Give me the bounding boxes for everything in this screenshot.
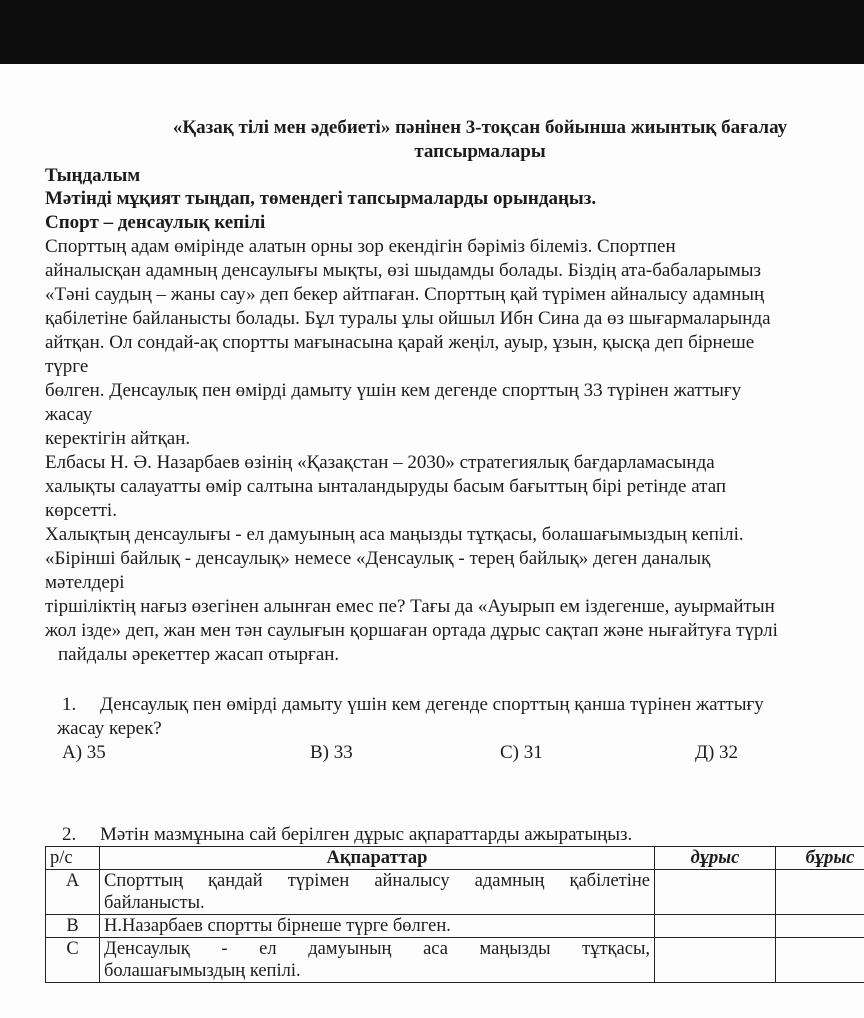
option-d[interactable]: Д) 32 <box>695 742 739 763</box>
text-line: түрге <box>45 356 89 377</box>
text-line: пайдалы әрекеттер жасап отырған. <box>58 644 340 665</box>
text-line: Спорттың адам өмірінде алатын орны зор екендігін бәріміз білеміз. Спортпен <box>45 236 676 257</box>
row-number: В <box>46 915 100 938</box>
title-line-2: тапсырмалары <box>414 141 546 162</box>
row-statement <box>100 870 655 915</box>
table-row <box>46 938 864 983</box>
text-line: тіршіліктің нағыз өзегінен алынған емес пе? Тағы да «Ауырып ем іздегенше, ауырмайтын <box>45 596 775 617</box>
instruction: Мәтінді мұқият тыңдап, төмендегі тапсырмаларды орындаңыз. <box>45 188 597 209</box>
row-statement-line: Спорттың қандай түрімен айналысу адамның қабілетіне <box>104 871 650 891</box>
row-statement-line: Денсаулық - ел дамуының аса маңызды тұтқасы, <box>104 939 650 959</box>
document-page <box>0 64 864 1018</box>
option-a[interactable]: А) 35 <box>62 742 106 763</box>
text-line: Елбасы Н. Ә. Назарбаев өзінің «Қазақстан – 2030» стратегиялық бағдарламасында <box>45 452 715 473</box>
table-row <box>46 870 864 915</box>
row-statement-line: болашағымыздың кепілі. <box>104 961 301 981</box>
text-line: керектігін айтқан. <box>45 428 191 449</box>
text-line: жол ізде» деп, жан мен тән саулығын қоршаған ортада дұрыс сақтап және нығайтуға түрлі <box>45 620 778 641</box>
text-line: Халықтың денсаулығы - ел дамуының аса маңызды тұтқасы, болашағымыздың кепілі. <box>45 524 744 545</box>
text-line: қабілетіне байланысты болады. Бұл туралы ұлы ойшыл Ибн Сина да өз шығармаларында <box>45 308 771 329</box>
row-statement <box>100 915 655 938</box>
row-statement-line: байланысты. <box>104 893 205 913</box>
table-row <box>46 915 864 938</box>
header-correct: дұрыс <box>655 847 776 870</box>
option-c[interactable]: С) 31 <box>500 742 543 763</box>
table-header-row <box>46 847 864 870</box>
row-number: А <box>46 870 100 915</box>
text-line: мәтелдері <box>45 572 125 593</box>
option-b[interactable]: В) 33 <box>310 742 353 763</box>
text-line: бөлген. Денсаулық пен өмірді дамыту үшін кем дегенде спорттың 33 түрінен жаттығу <box>45 380 742 401</box>
row-statement-line: Н.Назарбаев спортты бірнеше түрге бөлген. <box>104 916 451 936</box>
row-statement <box>100 938 655 983</box>
question-2-number: 2. <box>62 824 77 845</box>
incorrect-cell[interactable] <box>776 938 864 983</box>
text-line: айналысқан адамның денсаулығы мықты, өзі шыдамды болады. Біздің ата-бабаларымыз <box>45 260 762 281</box>
incorrect-cell[interactable] <box>776 915 864 938</box>
correct-cell[interactable] <box>655 938 776 983</box>
header-incorrect: бұрыс <box>776 847 864 870</box>
header-info: Ақпараттар <box>100 847 655 870</box>
top-black-bar <box>0 0 864 64</box>
header-number: р/с <box>46 847 100 870</box>
text-line: айтқан. Ол сондай-ақ спортты мағынасына қарай жеңіл, ауыр, ұзын, қысқа деп бірнеше <box>45 332 755 353</box>
correct-cell[interactable] <box>655 915 776 938</box>
text-line: «Бірінші байлық - денсаулық» немесе «Денсаулық - терең байлық» деген даналық <box>45 548 711 569</box>
incorrect-cell[interactable] <box>776 870 864 915</box>
text-line: «Тәні саудың – жаны сау» деп бекер айтпаған. Спорттың қай түрімен айналысу адамның <box>45 284 765 305</box>
question-1-number: 1. <box>62 694 77 715</box>
question-2-text: Мәтін мазмұнына сай берілген дұрыс ақпараттарды ажыратыңыз. <box>100 824 633 845</box>
text-line: халықты салауатты өмір салтына ынталандыруды басым бағыттың бірі ретінде атап <box>45 476 727 497</box>
section-heading: Тыңдалым <box>45 165 141 186</box>
text-title: Спорт – денсаулық кепілі <box>45 212 266 233</box>
text-line: жасау <box>45 404 93 425</box>
answer-table <box>45 846 864 983</box>
title-line-1: «Қазақ тілі мен әдебиеті» пәнінен 3-тоқсан бойынша жиынтық бағалау <box>172 117 788 138</box>
question-1-text: Денсаулық пен өмірді дамыту үшін кем дегенде спорттың қанша түрінен жаттығу <box>100 694 764 715</box>
question-1-text-cont: жасау керек? <box>57 718 162 739</box>
row-number: С <box>46 938 100 983</box>
text-line: көрсетті. <box>45 500 117 521</box>
correct-cell[interactable] <box>655 870 776 915</box>
